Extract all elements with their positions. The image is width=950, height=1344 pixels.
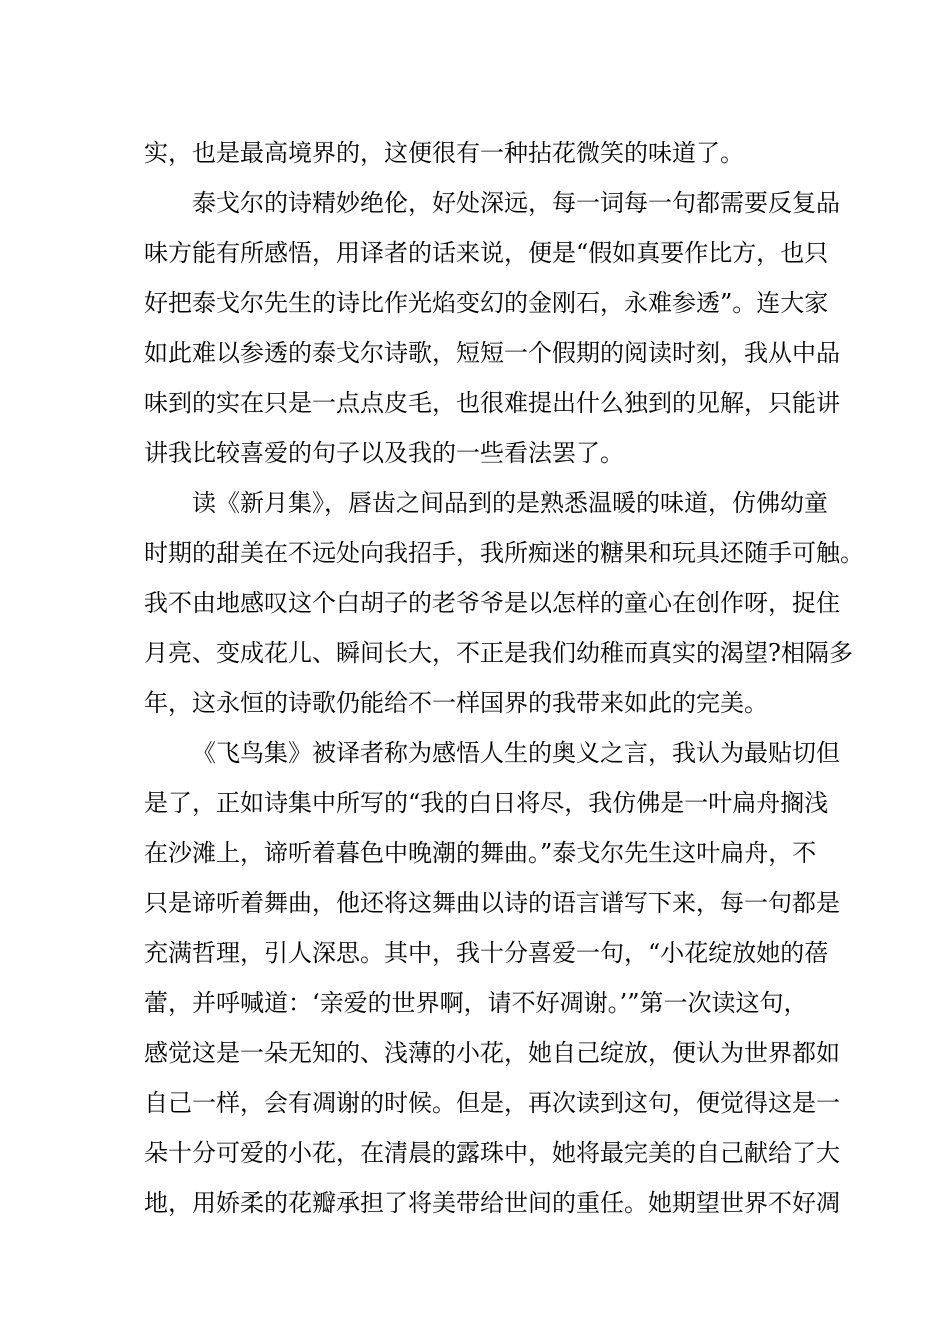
text-line: 好把泰戈尔先生的诗比作光焰变幻的金刚石，永难参透”。连大家 [144,289,829,317]
paragraph-start-line: 读《新月集》，唇齿之间品到的是熟悉温暖的味道，仿佛幼童 [192,489,828,517]
text-line: 年，这永恒的诗歌仍能给不一样国界的我带来如此的完美。 [144,689,768,717]
text-line: 如此难以参透的泰戈尔诗歌，短短一个假期的阅读时刻，我从中品 [144,339,840,367]
text-line: 实，也是最高境界的，这便很有一种拈花微笑的味道了。 [144,139,744,167]
document-body [144,128,864,1228]
text-line: 味到的实在只是一点点皮毛，也很难提出什么独到的见解，只能讲 [144,389,840,417]
text-line: 是了，正如诗集中所写的“我的白日将尽，我仿佛是一叶扁舟搁浅 [144,789,829,817]
text-line: 在沙滩上，谛听着暮色中晚潮的舞曲。”泰戈尔先生这叶扁舟，不 [144,839,817,867]
text-line: 充满哲理，引人深思。其中，我十分喜爱一句，“小花绽放她的蓓 [144,939,829,967]
text-line: 月亮、变成花儿、瞬间长大，不正是我们幼稚而真实的渴望?相隔多 [144,639,853,667]
text-line: 时期的甜美在不远处向我招手，我所痴迷的糖果和玩具还随手可触。 [144,539,864,567]
text-line: 自己一样，会有凋谢的时候。但是，再次读到这句，便觉得这是一 [144,1089,840,1117]
text-line: 蕾，并呼喊道：‘亲爱的世界啊，请不好凋谢。’”第一次读这句， [144,989,808,1017]
text-line: 感觉这是一朵无知的、浅薄的小花，她自己绽放，便认为世界都如 [144,1039,840,1067]
paragraph-start-line: 《飞鸟集》被译者称为感悟人生的奥义之言，我认为最贴切但 [192,739,840,767]
text-line: 味方能有所感悟，用译者的话来说，便是“假如真要作比方，也只 [144,239,829,267]
text-line: 讲我比较喜爱的句子以及我的一些看法罢了。 [144,439,624,467]
paragraph-start-line: 泰戈尔的诗精妙绝伦，好处深远，每一词每一句都需要反复品 [192,189,840,217]
text-line: 朵十分可爱的小花，在清晨的露珠中，她将最完美的自己献给了大 [144,1139,840,1167]
text-line: 地，用娇柔的花瓣承担了将美带给世间的重任。她期望世界不好凋 [144,1189,840,1217]
text-line: 我不由地感叹这个白胡子的老爷爷是以怎样的童心在创作呀，捉住 [144,589,840,617]
text-line: 只是谛听着舞曲，他还将这舞曲以诗的语言谱写下来，每一句都是 [144,889,840,917]
